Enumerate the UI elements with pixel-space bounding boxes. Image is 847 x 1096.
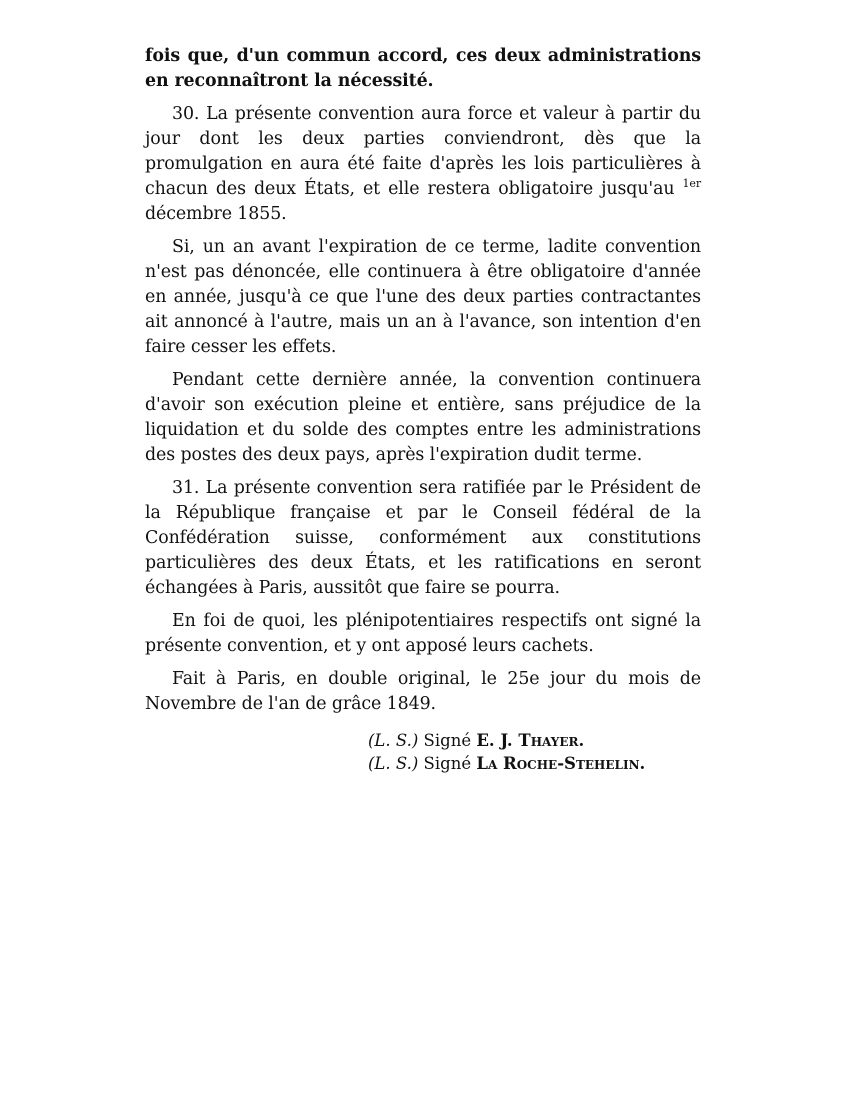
paragraph-in-witness: En foi de quoi, les plénipotentiaires respectifs ont signé la présente convention, et y ont apposé leurs cachets. <box>145 611 701 656</box>
signed-label: Signé <box>423 731 472 750</box>
paragraph-expiration: Si, un an avant l'expiration de ce terme, ladite convention n'est pas dénoncée, elle continuera à être obligatoire d'année en année, jusqu'à ce que l'une des deux parties contractantes ait annoncé à l'autre, mais un an à l'avance, son intention d'en faire cesser les effets. <box>145 237 701 357</box>
signature-line <box>368 729 701 752</box>
paragraph-continuation: fois que, d'un commun accord, ces deux administrations en reconnaîtront la nécessité. <box>145 46 701 91</box>
article-30-superscript: 1er <box>682 177 701 191</box>
seal-mark: (L. S.) <box>368 754 419 773</box>
signature-block <box>368 729 701 775</box>
signature-line <box>368 752 701 775</box>
paragraph-article-31: 31. La présente convention sera ratifiée par le Président de la République française et par le Conseil fédéral de la Confédération suisse, conformément aux constitutions particulières des deux États, et les ratifications en seront échangées à Paris, aussitôt que faire se pourra. <box>145 478 701 598</box>
paragraph-final-year: Pendant cette dernière année, la convention continuera d'avoir son exécution pleine et entière, sans préjudice de la liquidation et du solde des comptes entre les administrations des postes des deux pays, après l'expiration dudit terme. <box>145 370 701 465</box>
seal-mark: (L. S.) <box>368 731 419 750</box>
signatory-name: La Roche-Stehelin. <box>476 754 646 773</box>
paragraph-article-30 <box>145 102 701 227</box>
article-30-text: 30. La présente convention aura force et valeur à partir du jour dont les deux parties conviendront, dès que la promulgation en aura été faite d'après les lois particulières à chacun des deux États, et elle restera obligatoire jusqu'au <box>145 104 701 199</box>
document-page <box>145 44 701 775</box>
signatory-name: E. J. Thayer. <box>476 731 585 750</box>
article-30-date: décembre 1855. <box>145 204 287 224</box>
paragraph-done-at-paris: Fait à Paris, en double original, le 25e jour du mois de Novembre de l'an de grâce 1849. <box>145 669 701 714</box>
signed-label: Signé <box>423 754 472 773</box>
